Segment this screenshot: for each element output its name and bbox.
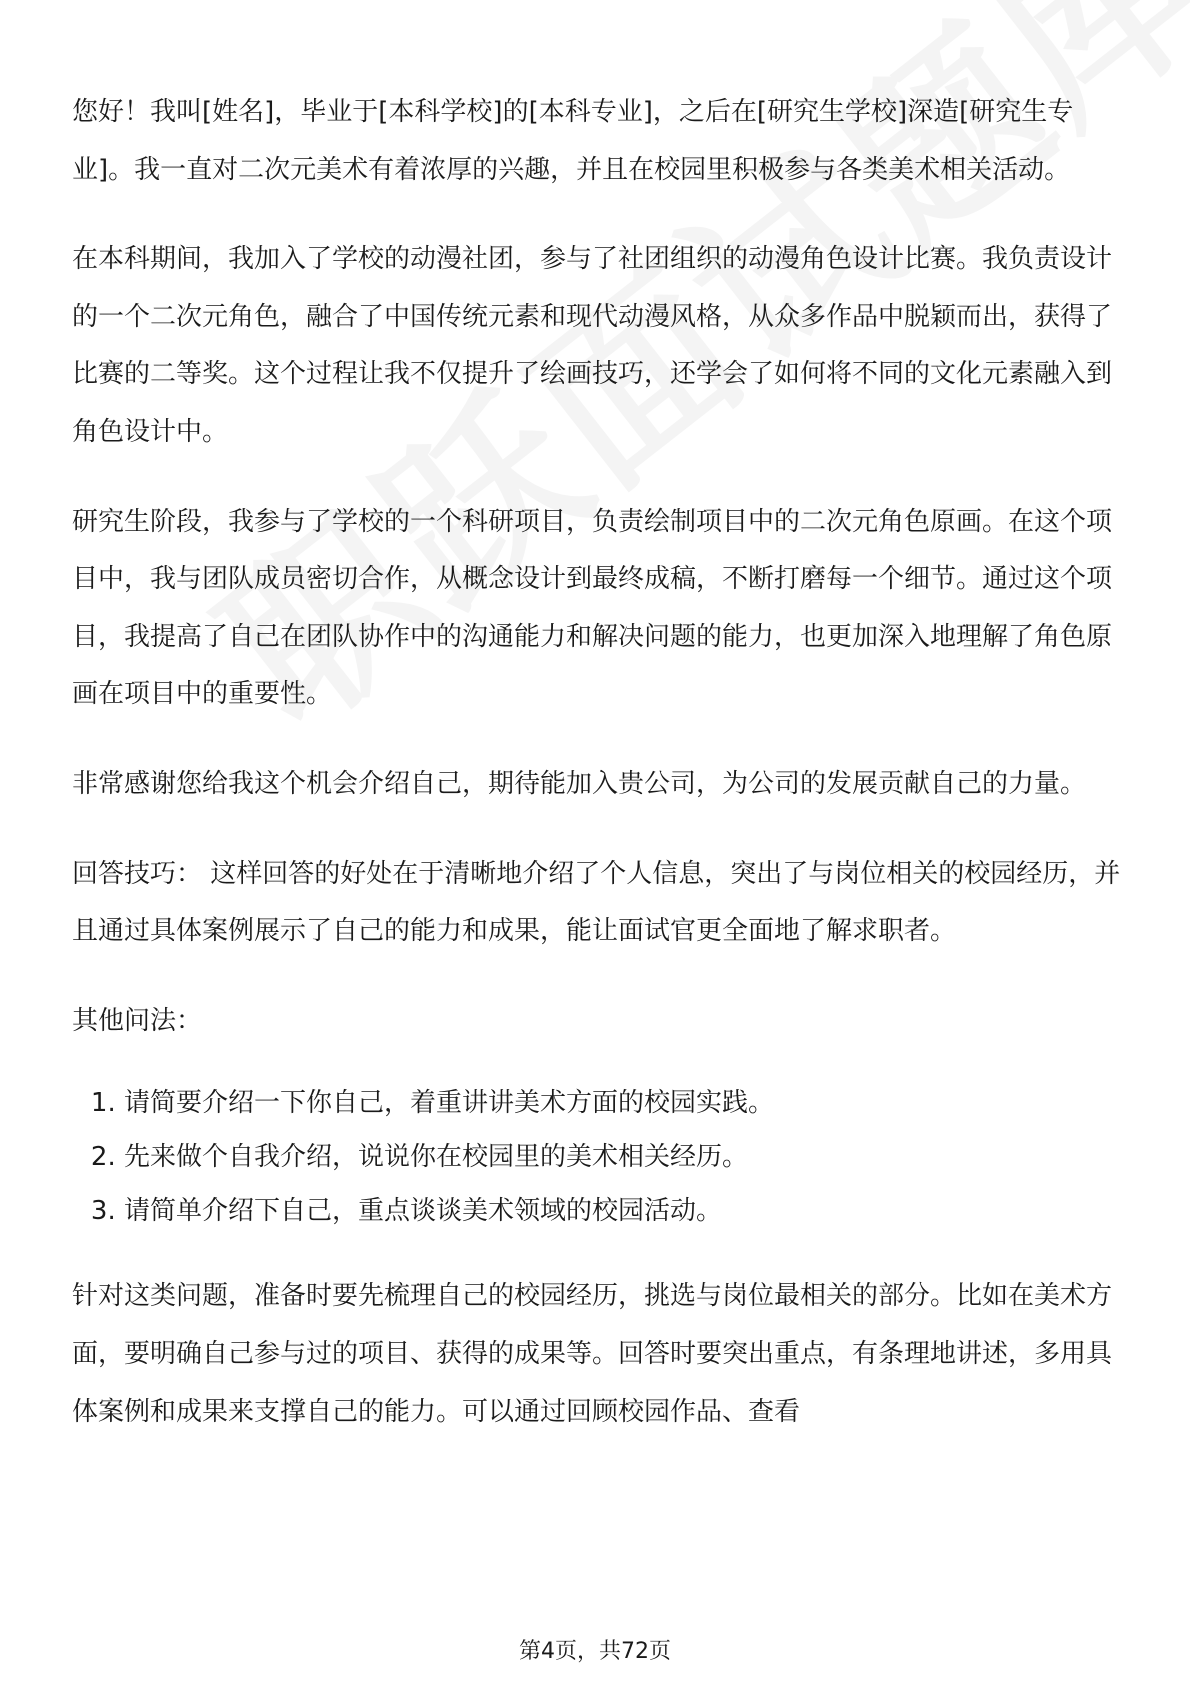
page-number: 第4页，共72页: [519, 1639, 671, 1664]
list-item: 1. 请简要介绍一下你自己，着重讲讲美术方面的校园实践。: [124, 1076, 1122, 1130]
document-body: [72, 84, 1122, 1473]
graduate-paragraph: 研究生阶段，我参与了学校的一个科研项目，负责绘制项目中的二次元角色原画。在这个项目中，我与团队成员密切合作，从概念设计到最终成稿，不断打磨每一个细节。通过这个项目，我提高了自己在团队协作中的沟通能力和解决问题的能力，也更加深入地理解了角色原画在项目中的重要性。: [72, 506, 1113, 710]
list-item: 3. 请简单介绍下自己，重点谈谈美术领域的校园活动。: [124, 1184, 1122, 1238]
list-item: 2. 先来做个自我介绍，说说你在校园里的美术相关经历。: [124, 1130, 1122, 1184]
answer-tips-paragraph: 回答技巧： 这样回答的好处在于清晰地介绍了个人信息，突出了与岗位相关的校园经历，并且通过具体案例展示了自己的能力和成果，能让面试官更全面地了解求职者。: [72, 858, 1121, 947]
undergrad-paragraph: 在本科期间，我加入了学校的动漫社团，参与了社团组织的动漫角色设计比赛。我负责设计的一个二次元角色，融合了中国传统元素和现代动漫风格，从众多作品中脱颖而出，获得了比赛的二等奖。这个过程让我不仅提升了绘画技巧，还学会了如何将不同的文化元素融入到角色设计中。: [72, 244, 1113, 447]
closing-paragraph: 针对这类问题，准备时要先梳理自己的校园经历，挑选与岗位最相关的部分。比如在美术方面，要明确自己参与过的项目、获得的成果等。回答时要突出重点，有条理地讲述，多用具体案例和成果来支撑自己的能力。可以通过回顾校园作品、查看: [72, 1281, 1113, 1427]
intro-paragraph: 您好！我叫[姓名]，毕业于[本科学校]的[本科专业]，之后在[研究生学校]深造[研究生专业]。我一直对二次元美术有着浓厚的兴趣，并且在校园里积极参与各类美术相关活动。: [72, 97, 1074, 185]
other-questions-heading: 其他问法：: [72, 1005, 203, 1036]
thanks-paragraph: 非常感谢您给我这个机会介绍自己，期待能加入贵公司，为公司的发展贡献自己的力量。: [72, 768, 1087, 799]
other-questions-list: [72, 1076, 1122, 1238]
